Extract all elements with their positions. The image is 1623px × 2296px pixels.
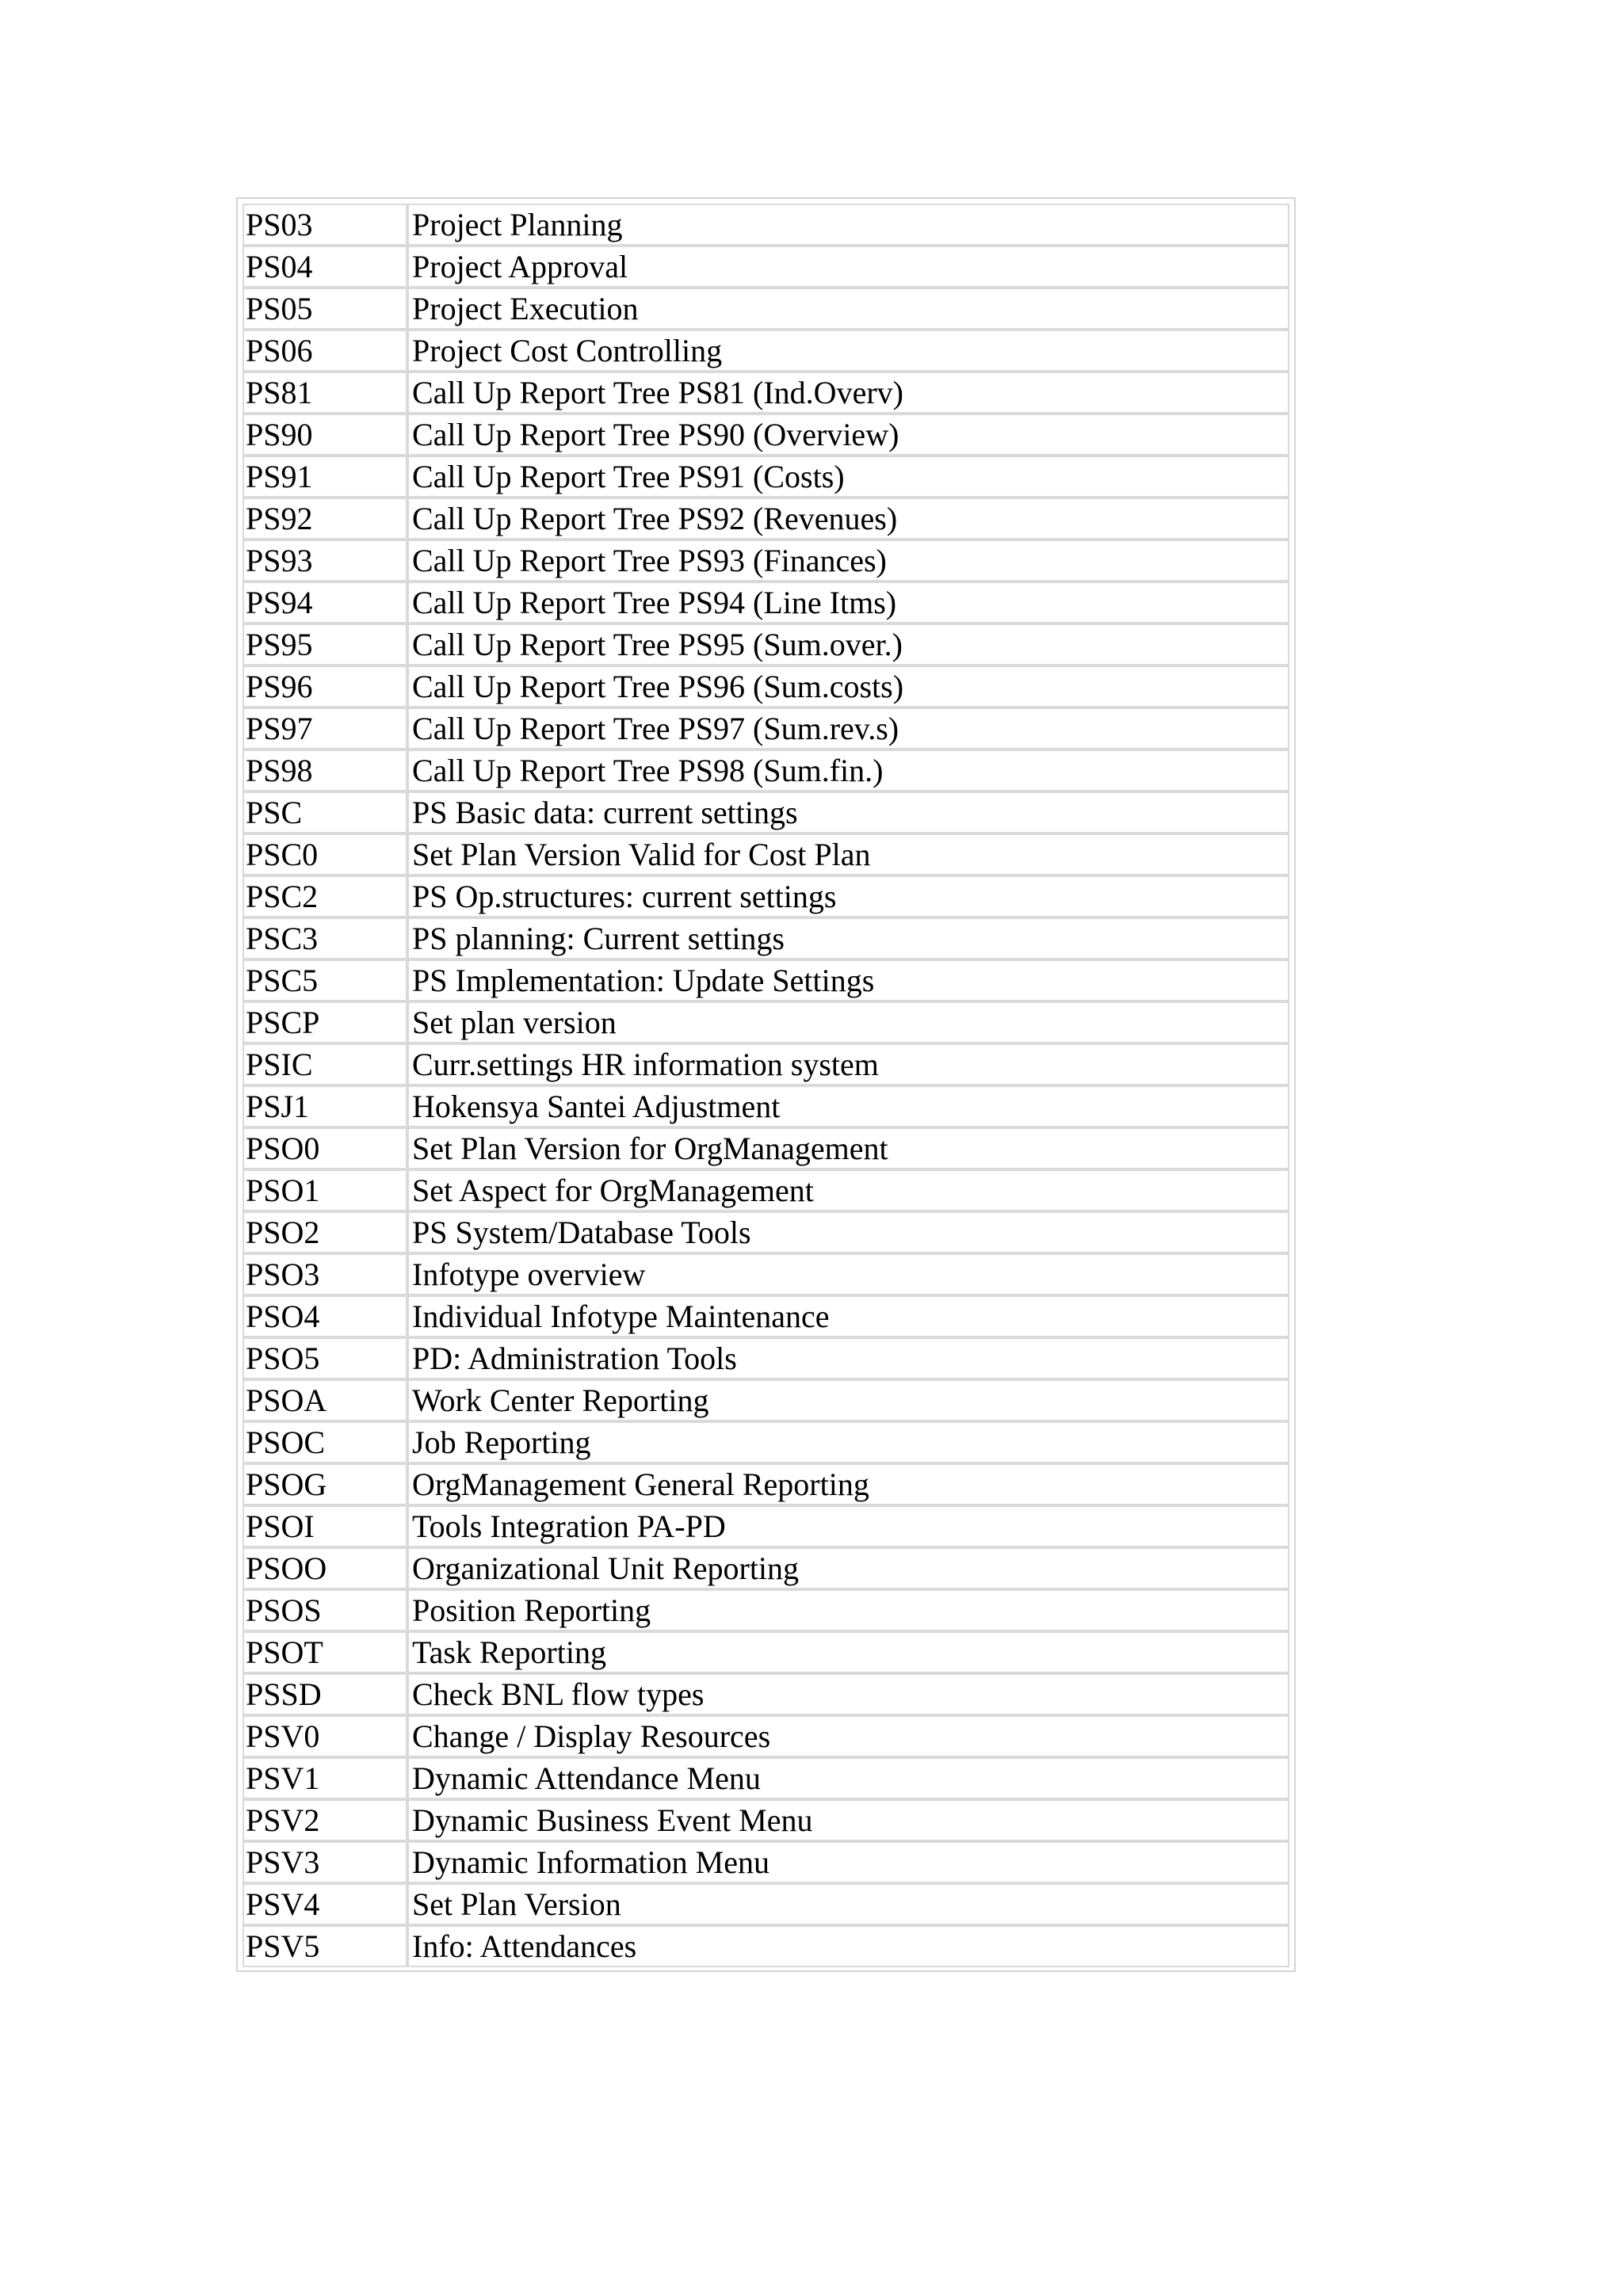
- transaction-description-cell: Call Up Report Tree PS93 (Finances): [407, 540, 1289, 582]
- transaction-code-cell: PSSD: [242, 1673, 407, 1715]
- transaction-description-cell: Call Up Report Tree PS94 (Line Itms): [407, 582, 1289, 624]
- table-row: [242, 540, 1289, 582]
- transaction-code-cell: PSOI: [242, 1505, 407, 1547]
- transaction-description-cell: Call Up Report Tree PS96 (Sum.costs): [407, 666, 1289, 707]
- transaction-code-cell: PS91: [242, 456, 407, 498]
- transaction-code-cell: PS95: [242, 624, 407, 666]
- transaction-description-cell: Call Up Report Tree PS98 (Sum.fin.): [407, 749, 1289, 791]
- transaction-description-cell: Call Up Report Tree PS81 (Ind.Overv): [407, 372, 1289, 414]
- transaction-description-cell: PD: Administration Tools: [407, 1337, 1289, 1379]
- transaction-description-cell: Call Up Report Tree PS90 (Overview): [407, 414, 1289, 456]
- table-row: [242, 624, 1289, 666]
- transaction-description-cell: PS System/Database Tools: [407, 1211, 1289, 1253]
- transaction-description-cell: PS Implementation: Update Settings: [407, 959, 1289, 1001]
- transaction-description-cell: Info: Attendances: [407, 1925, 1289, 1967]
- transaction-code-cell: PSOT: [242, 1631, 407, 1673]
- transaction-code-cell: PSOO: [242, 1547, 407, 1589]
- transaction-code-cell: PS96: [242, 666, 407, 707]
- transaction-description-cell: Individual Infotype Maintenance: [407, 1295, 1289, 1337]
- transaction-code-cell: PS81: [242, 372, 407, 414]
- transaction-code-cell: PS05: [242, 288, 407, 330]
- table-row: [242, 1673, 1289, 1715]
- transaction-code-cell: PSV1: [242, 1757, 407, 1799]
- transaction-description-cell: Project Approval: [407, 246, 1289, 288]
- transaction-description-cell: Project Cost Controlling: [407, 330, 1289, 372]
- transaction-code-cell: PSC3: [242, 917, 407, 959]
- table-row: [242, 707, 1289, 749]
- transaction-code-table-frame: [236, 197, 1296, 1972]
- table-row: [242, 791, 1289, 833]
- table-row: [242, 414, 1289, 456]
- transaction-description-cell: Dynamic Information Menu: [407, 1841, 1289, 1883]
- transaction-description-cell: Call Up Report Tree PS95 (Sum.over.): [407, 624, 1289, 666]
- table-row: [242, 749, 1289, 791]
- transaction-description-cell: Work Center Reporting: [407, 1379, 1289, 1421]
- table-row: [242, 1043, 1289, 1085]
- transaction-code-cell: PSC: [242, 791, 407, 833]
- table-row: [242, 1169, 1289, 1211]
- transaction-description-cell: Change / Display Resources: [407, 1715, 1289, 1757]
- transaction-description-cell: Task Reporting: [407, 1631, 1289, 1673]
- table-row: [242, 1757, 1289, 1799]
- table-row: [242, 917, 1289, 959]
- table-row: [242, 1295, 1289, 1337]
- transaction-code-cell: PSV2: [242, 1799, 407, 1841]
- transaction-description-cell: PS planning: Current settings: [407, 917, 1289, 959]
- table-row: [242, 1715, 1289, 1757]
- table-row: [242, 1883, 1289, 1925]
- transaction-code-cell: PSV5: [242, 1925, 407, 1967]
- transaction-code-cell: PSV3: [242, 1841, 407, 1883]
- transaction-description-cell: Organizational Unit Reporting: [407, 1547, 1289, 1589]
- transaction-code-cell: PSO2: [242, 1211, 407, 1253]
- table-row: [242, 1799, 1289, 1841]
- table-row: [242, 204, 1289, 246]
- table-row: [242, 1589, 1289, 1631]
- transaction-description-cell: Set plan version: [407, 1001, 1289, 1043]
- table-row: [242, 1505, 1289, 1547]
- transaction-description-cell: Project Execution: [407, 288, 1289, 330]
- table-row: [242, 498, 1289, 540]
- transaction-code-cell: PSV4: [242, 1883, 407, 1925]
- transaction-code-cell: PSC5: [242, 959, 407, 1001]
- transaction-description-cell: PS Op.structures: current settings: [407, 875, 1289, 917]
- transaction-description-cell: Call Up Report Tree PS91 (Costs): [407, 456, 1289, 498]
- transaction-code-cell: PSO1: [242, 1169, 407, 1211]
- table-row: [242, 875, 1289, 917]
- table-row: [242, 1085, 1289, 1127]
- table-row: [242, 330, 1289, 372]
- transaction-code-cell: PS90: [242, 414, 407, 456]
- transaction-description-cell: Dynamic Attendance Menu: [407, 1757, 1289, 1799]
- transaction-code-cell: PS97: [242, 707, 407, 749]
- transaction-code-cell: PSOS: [242, 1589, 407, 1631]
- table-row: [242, 1127, 1289, 1169]
- transaction-code-cell: PSO5: [242, 1337, 407, 1379]
- transaction-code-cell: PSC0: [242, 833, 407, 875]
- transaction-code-table: [242, 204, 1289, 1967]
- table-row: [242, 1547, 1289, 1589]
- transaction-code-cell: PS94: [242, 582, 407, 624]
- transaction-description-cell: Position Reporting: [407, 1589, 1289, 1631]
- table-row: [242, 666, 1289, 707]
- transaction-description-cell: Hokensya Santei Adjustment: [407, 1085, 1289, 1127]
- table-row: [242, 1211, 1289, 1253]
- transaction-code-cell: PSIC: [242, 1043, 407, 1085]
- transaction-code-cell: PSCP: [242, 1001, 407, 1043]
- transaction-code-cell: PSO0: [242, 1127, 407, 1169]
- transaction-code-cell: PS06: [242, 330, 407, 372]
- table-row: [242, 1379, 1289, 1421]
- transaction-code-cell: PSO4: [242, 1295, 407, 1337]
- transaction-description-cell: Check BNL flow types: [407, 1673, 1289, 1715]
- transaction-description-cell: Dynamic Business Event Menu: [407, 1799, 1289, 1841]
- transaction-code-cell: PSOC: [242, 1421, 407, 1463]
- transaction-code-cell: PS98: [242, 749, 407, 791]
- table-body: [242, 204, 1289, 1967]
- transaction-description-cell: Tools Integration PA-PD: [407, 1505, 1289, 1547]
- transaction-description-cell: Set Plan Version Valid for Cost Plan: [407, 833, 1289, 875]
- table-row: [242, 1421, 1289, 1463]
- transaction-code-cell: PS03: [242, 204, 407, 246]
- transaction-description-cell: Project Planning: [407, 204, 1289, 246]
- transaction-description-cell: Call Up Report Tree PS97 (Sum.rev.s): [407, 707, 1289, 749]
- table-row: [242, 1925, 1289, 1967]
- table-row: [242, 959, 1289, 1001]
- transaction-code-cell: PS04: [242, 246, 407, 288]
- table-row: [242, 1337, 1289, 1379]
- table-row: [242, 1841, 1289, 1883]
- table-row: [242, 372, 1289, 414]
- table-row: [242, 456, 1289, 498]
- transaction-code-cell: PSJ1: [242, 1085, 407, 1127]
- table-row: [242, 833, 1289, 875]
- transaction-code-cell: PSOA: [242, 1379, 407, 1421]
- transaction-code-cell: PSV0: [242, 1715, 407, 1757]
- transaction-description-cell: Set Aspect for OrgManagement: [407, 1169, 1289, 1211]
- transaction-description-cell: Job Reporting: [407, 1421, 1289, 1463]
- transaction-description-cell: OrgManagement General Reporting: [407, 1463, 1289, 1505]
- transaction-description-cell: Infotype overview: [407, 1253, 1289, 1295]
- table-row: [242, 1631, 1289, 1673]
- table-row: [242, 246, 1289, 288]
- table-row: [242, 288, 1289, 330]
- transaction-code-cell: PS92: [242, 498, 407, 540]
- transaction-code-cell: PSOG: [242, 1463, 407, 1505]
- transaction-description-cell: Curr.settings HR information system: [407, 1043, 1289, 1085]
- transaction-description-cell: Set Plan Version: [407, 1883, 1289, 1925]
- table-row: [242, 582, 1289, 624]
- transaction-code-cell: PSC2: [242, 875, 407, 917]
- transaction-description-cell: Set Plan Version for OrgManagement: [407, 1127, 1289, 1169]
- transaction-description-cell: PS Basic data: current settings: [407, 791, 1289, 833]
- transaction-description-cell: Call Up Report Tree PS92 (Revenues): [407, 498, 1289, 540]
- transaction-code-cell: PSO3: [242, 1253, 407, 1295]
- table-row: [242, 1253, 1289, 1295]
- table-row: [242, 1001, 1289, 1043]
- transaction-code-cell: PS93: [242, 540, 407, 582]
- table-row: [242, 1463, 1289, 1505]
